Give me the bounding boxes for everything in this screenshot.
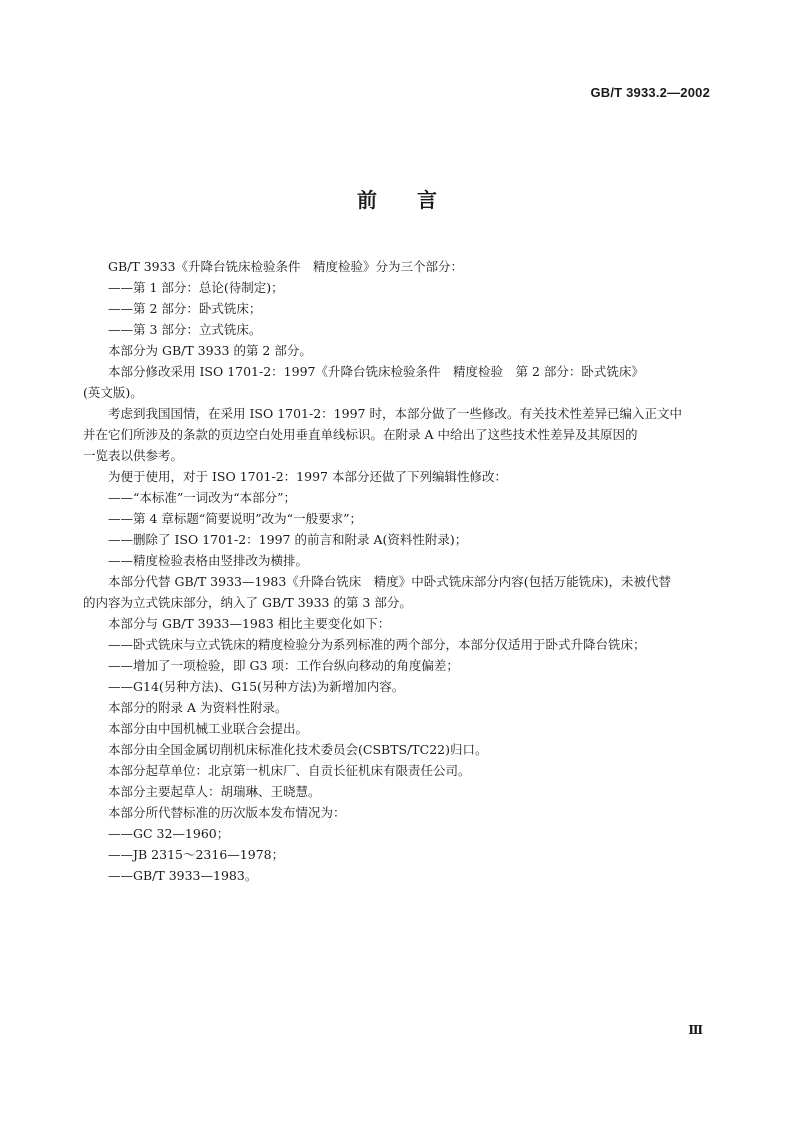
list-item: ——第 1 部分：总论(待制定)； — [108, 280, 284, 295]
list-item: ——G14(另种方法)、G15(另种方法)为新增加内容。 — [108, 679, 405, 694]
paragraph-continuation: 并在它们所涉及的条款的页边空白处用垂直单线标识。在附录 A 中给出了这些技术性差异及其原因的 — [83, 427, 638, 442]
paragraph: 为便于使用，对于 ISO 1701-2：1997 本部分还做了下列编辑性修改： — [108, 469, 507, 484]
paragraph: 本部分代替 GB/T 3933—1983《升降台铣床 精度》中卧式铣床部分内容(包括万能铣床)，未被代替 — [108, 574, 672, 589]
paragraph-continuation: 一览表以供参考。 — [83, 448, 184, 463]
list-item: ——增加了一项检验，即 G3 项：工作台纵向移动的角度偏差； — [108, 658, 459, 673]
page-title: 前言 — [357, 188, 477, 212]
list-item: ——精度检验表格由竖排改为横排。 — [108, 553, 309, 568]
page-number: Ⅲ — [688, 1023, 703, 1037]
list-item: ——删除了 ISO 1701-2：1997 的前言和附录 A(资料性附录)； — [108, 532, 468, 547]
foreword-body — [83, 256, 712, 886]
list-item: ——第 3 部分：立式铣床。 — [108, 322, 262, 337]
list-item: ——第 4 章标题“简要说明”改为“一般要求”； — [108, 511, 362, 526]
list-item: ——第 2 部分：卧式铣床； — [108, 301, 262, 316]
paragraph: 本部分起草单位：北京第一机床厂、自贡长征机床有限责任公司。 — [108, 763, 471, 778]
paragraph: 本部分与 GB/T 3933—1983 相比主要变化如下： — [108, 616, 391, 631]
paragraph: 本部分的附录 A 为资料性附录。 — [108, 700, 288, 715]
list-item: ——卧式铣床与立式铣床的精度检验分为系列标准的两个部分，本部分仅适用于卧式升降台铣床； — [108, 637, 646, 652]
paragraph: 本部分修改采用 ISO 1701-2：1997《升降台铣床检验条件 精度检验 第 2 部分：卧式铣床》 — [108, 364, 644, 379]
standard-code: GB/T 3933.2—2002 — [590, 85, 710, 100]
paragraph: 考虑到我国国情，在采用 ISO 1701-2：1997 时，本部分做了一些修改。有关技术性差异已编入正文中 — [108, 406, 682, 421]
list-item: ——GC 32—1960； — [108, 826, 230, 841]
paragraph: GB/T 3933《升降台铣床检验条件 精度检验》分为三个部分： — [108, 259, 464, 274]
paragraph: 本部分主要起草人：胡瑞琳、王晓慧。 — [108, 784, 321, 799]
paragraph: 本部分为 GB/T 3933 的第 2 部分。 — [108, 343, 312, 358]
paragraph: 本部分由中国机械工业联合会提出。 — [108, 721, 309, 736]
paragraph-continuation: 的内容为立式铣床部分，纳入了 GB/T 3933 的第 3 部分。 — [83, 595, 412, 610]
list-item: ——JB 2315～2316—1978； — [108, 847, 285, 862]
paragraph: 本部分由全国金属切削机床标准化技术委员会(CSBTS/TC22)归口。 — [108, 742, 488, 757]
list-item: ——GB/T 3933—1983。 — [108, 868, 258, 883]
paragraph: 本部分所代替标准的历次版本发布情况为： — [108, 805, 346, 820]
list-item: ——“本标准”一词改为“本部分”； — [108, 490, 297, 505]
paragraph-continuation: (英文版)。 — [83, 385, 143, 400]
